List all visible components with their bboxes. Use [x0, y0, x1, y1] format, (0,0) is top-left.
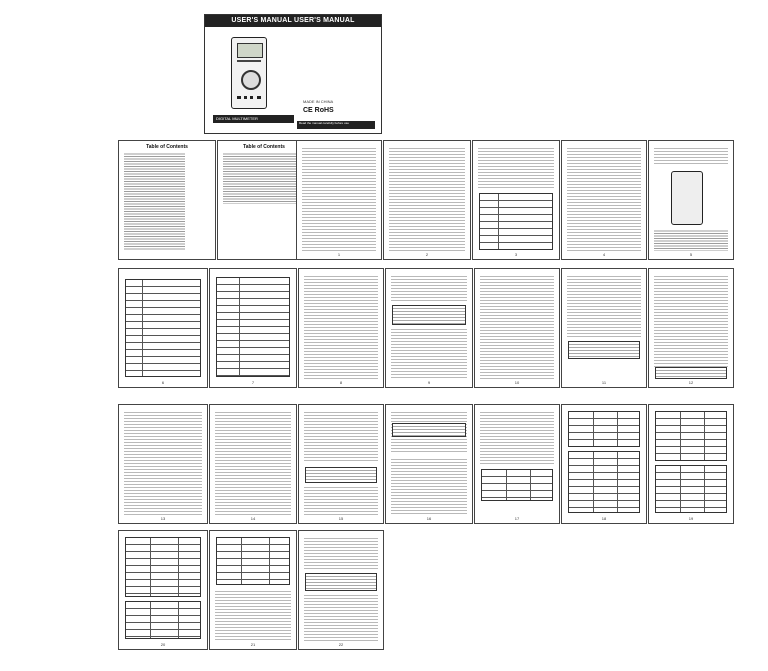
spec-table: [125, 601, 201, 639]
page-number: 18: [601, 516, 607, 521]
legend-text: [654, 229, 728, 251]
page-text: [567, 274, 641, 337]
page-7: [209, 268, 297, 388]
page-number: 15: [338, 516, 344, 521]
page-number: 9: [427, 380, 431, 385]
page-6: [118, 268, 208, 388]
page-18: [561, 404, 647, 524]
function-buttons: [237, 60, 261, 66]
warning-box: [568, 341, 640, 359]
page-number: 11: [601, 380, 607, 385]
warning-box: [392, 305, 466, 325]
page-15: [298, 404, 384, 524]
page-text: [480, 410, 554, 465]
page-text: [215, 410, 291, 515]
page-22: [298, 530, 384, 650]
page-text: [391, 457, 467, 515]
cover-title: USER'S MANUAL USER'S MANUAL: [205, 15, 381, 27]
symbol-table: [479, 193, 553, 250]
display-symbols-table: [125, 279, 201, 377]
page-20: [118, 530, 208, 650]
warning-box: [305, 467, 377, 483]
cover-warning-banner: Read the manual carefully before use: [297, 121, 375, 129]
page-text: [302, 146, 376, 251]
page-number: 1: [337, 252, 341, 257]
page-17: [474, 404, 560, 524]
manual-cover: [204, 14, 382, 134]
toc-entries: [124, 152, 185, 251]
page-text: [215, 589, 291, 641]
toc-title-left: Table of Contents: [146, 144, 188, 150]
page-number: 21: [250, 642, 256, 647]
button-function-table: [216, 277, 290, 377]
warning-box: [655, 367, 727, 379]
page-8: [298, 268, 384, 388]
page-number: 17: [514, 516, 520, 521]
page-text: [304, 274, 378, 379]
page-2: [383, 140, 471, 260]
warning-box: [305, 573, 377, 591]
page-text: [654, 146, 728, 164]
page-text: [304, 485, 378, 515]
page-number: 22: [338, 642, 344, 647]
page-13: [118, 404, 208, 524]
multimeter-illustration: [231, 37, 267, 109]
page-number: 14: [250, 516, 256, 521]
page-text: [389, 146, 465, 251]
page-text: [478, 146, 554, 189]
spec-table: [125, 537, 201, 597]
page-text: [304, 410, 378, 463]
page-number: 7: [251, 380, 255, 385]
made-in-label: MADE IN CHINA: [303, 99, 334, 104]
page-10: [474, 268, 560, 388]
page-number: 16: [426, 516, 432, 521]
page-number: 6: [161, 380, 165, 385]
page-number: 3: [514, 252, 518, 257]
spec-table: [216, 537, 290, 585]
spec-table: [481, 469, 553, 501]
page-19: [648, 404, 734, 524]
page-text: [124, 410, 202, 515]
page-9: [385, 268, 473, 388]
certification-marks: CE RoHS: [303, 107, 334, 114]
page-21: [209, 530, 297, 650]
page-number: 19: [688, 516, 694, 521]
page-text: [391, 274, 467, 302]
page-text: [654, 274, 728, 367]
page-11: [561, 268, 647, 388]
page-3: [472, 140, 560, 260]
page-text: [567, 146, 641, 251]
page-number: 13: [160, 516, 166, 521]
page-number: 4: [602, 252, 606, 257]
toc-entries: [223, 152, 305, 204]
lcd-display: [237, 43, 263, 58]
page-16: [385, 404, 473, 524]
page-4: [561, 140, 647, 260]
spec-table: [655, 465, 727, 513]
product-name-banner: DIGITAL MULTIMETER: [213, 115, 294, 123]
page-number: 8: [339, 380, 343, 385]
page-1: [296, 140, 382, 260]
toc-title-right: Table of Contents: [243, 144, 285, 150]
page-toc-left: [118, 140, 216, 260]
page-12: [648, 268, 734, 388]
meter-front-panel-diagram: [671, 171, 703, 225]
page-5: [648, 140, 734, 260]
page-number: 10: [514, 380, 520, 385]
rotary-switch: [241, 70, 261, 90]
page-text: [304, 536, 378, 569]
page-text: [480, 274, 554, 379]
page-number: 12: [688, 380, 694, 385]
page-number: 20: [160, 642, 166, 647]
page-number: 2: [425, 252, 429, 257]
page-text: [304, 593, 378, 641]
spec-table: [568, 411, 640, 447]
warning-box: [392, 423, 466, 437]
input-jacks: [237, 96, 261, 105]
page-text: [391, 327, 467, 379]
spec-table: [568, 451, 640, 513]
spec-table: [655, 411, 727, 461]
page-number: 5: [689, 252, 693, 257]
page-14: [209, 404, 297, 524]
